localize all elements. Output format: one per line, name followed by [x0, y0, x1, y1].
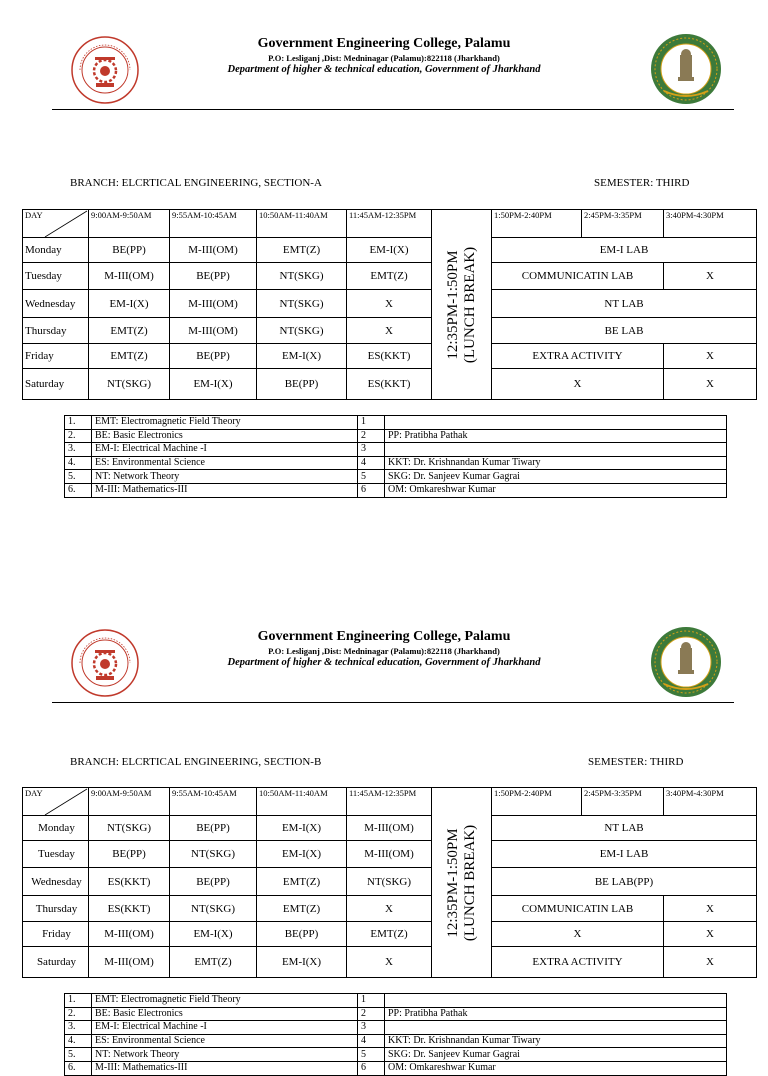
day-name: Friday: [23, 922, 89, 947]
legend-teacher: SKG: Dr. Sanjeev Kumar Gagrai: [385, 470, 727, 484]
legend-index: 3: [358, 443, 385, 457]
afternoon-cell: EM-I LAB: [492, 238, 757, 263]
period-cell: NT(SKG): [89, 369, 170, 400]
lunch-break-cell: [432, 788, 492, 978]
last-period-cell: X: [664, 344, 757, 369]
time-slot-header: 9:55AM-10:45AM: [170, 210, 257, 238]
time-header-row: [23, 788, 757, 816]
lunch-label: (LUNCH BREAK): [461, 246, 478, 363]
department-line: Department of higher & technical education, Government of Jharkhand: [227, 657, 541, 668]
period-cell: X: [347, 318, 432, 344]
period-cell: M-III(OM): [347, 816, 432, 841]
legend-teacher: [385, 994, 727, 1008]
time-slot-header: 9:00AM-9:50AM: [89, 210, 170, 238]
legend-subject: M-III: Mathematics-III: [92, 1061, 358, 1075]
branch-label: BRANCH: ELCRTICAL ENGINEERING, SECTION-B: [70, 756, 322, 768]
legend-index: 1: [358, 994, 385, 1008]
afternoon-cell: EXTRA ACTIVITY: [492, 344, 664, 369]
legend-number: 2.: [65, 1007, 92, 1021]
period-cell: EM-I(X): [257, 816, 347, 841]
period-cell: NT(SKG): [89, 816, 170, 841]
time-slot-header: 11:45AM-12:35PM: [347, 210, 432, 238]
legend-subject: M-III: Mathematics-III: [92, 483, 358, 497]
day-header-label: DAY: [25, 788, 43, 798]
legend-subject: EM-I: Electrical Machine -I: [92, 1021, 358, 1035]
legend-number: 2.: [65, 429, 92, 443]
legend-subject: NT: Network Theory: [92, 470, 358, 484]
college-name: Government Engineering College, Palamu: [257, 629, 511, 644]
period-cell: EM-I(X): [170, 369, 257, 400]
legend-number: 5.: [65, 1048, 92, 1062]
timetable-section-b: [22, 787, 757, 978]
period-cell: NT(SKG): [257, 263, 347, 290]
time-slot-header: 10:50AM-11:40AM: [257, 210, 347, 238]
legend-row: [65, 1061, 727, 1075]
time-slot-header: 9:55AM-10:45AM: [170, 788, 257, 816]
period-cell: EM-I(X): [170, 922, 257, 947]
period-cell: EM-I(X): [347, 238, 432, 263]
legend-number: 1.: [65, 994, 92, 1008]
time-slot-header: 1:50PM-2:40PM: [492, 788, 582, 816]
legend-number: 1.: [65, 416, 92, 430]
afternoon-cell: BE LAB: [492, 318, 757, 344]
legend-index: 2: [358, 1007, 385, 1021]
legend-teacher: KKT: Dr. Krishnandan Kumar Tiwary: [385, 1034, 727, 1048]
period-cell: EMT(Z): [89, 344, 170, 369]
day-name: Monday: [23, 238, 89, 263]
legend-subject: EM-I: Electrical Machine -I: [92, 443, 358, 457]
period-cell: EM-I(X): [257, 947, 347, 978]
afternoon-cell: X: [492, 369, 664, 400]
day-name: Thursday: [23, 896, 89, 922]
legend-index: 3: [358, 1021, 385, 1035]
last-period-cell: X: [664, 896, 757, 922]
period-cell: EM-I(X): [89, 290, 170, 318]
afternoon-cell: EM-I LAB: [492, 841, 757, 868]
legend-subject: EMT: Electromagnetic Field Theory: [92, 416, 358, 430]
lunch-time: 12:35PM-1:50PM: [444, 249, 461, 360]
legend-number: 3.: [65, 1021, 92, 1035]
legend-subject: ES: Environmental Science: [92, 1034, 358, 1048]
day-row: [23, 896, 757, 922]
legend-teacher: OM: Omkareshwar Kumar: [385, 1061, 727, 1075]
afternoon-cell: BE LAB(PP): [492, 868, 757, 896]
period-cell: ES(KKT): [347, 369, 432, 400]
period-cell: BE(PP): [170, 868, 257, 896]
legend-teacher: OM: Omkareshwar Kumar: [385, 483, 727, 497]
day-name: Saturday: [23, 947, 89, 978]
department-line: Department of higher & technical education, Government of Jharkhand: [227, 64, 541, 75]
period-cell: NT(SKG): [257, 290, 347, 318]
last-period-cell: X: [664, 369, 757, 400]
legend-number: 5.: [65, 470, 92, 484]
college-address: P.O: Lesliganj ,Dist: Medninagar (Palamu):822118 (Jharkhand): [268, 646, 500, 656]
legend-index: 5: [358, 1048, 385, 1062]
period-cell: EMT(Z): [89, 318, 170, 344]
legend-number: 3.: [65, 443, 92, 457]
day-row: [23, 816, 757, 841]
day-row: [23, 922, 757, 947]
legend-index: 5: [358, 470, 385, 484]
legend-index: 4: [358, 456, 385, 470]
day-row: [23, 947, 757, 978]
period-cell: BE(PP): [170, 263, 257, 290]
period-cell: EM-I(X): [257, 344, 347, 369]
period-cell: EMT(Z): [347, 922, 432, 947]
time-slot-header: 9:00AM-9:50AM: [89, 788, 170, 816]
legend-teacher: KKT: Dr. Krishnandan Kumar Tiwary: [385, 456, 727, 470]
day-name: Wednesday: [23, 290, 89, 318]
period-cell: EMT(Z): [347, 263, 432, 290]
period-cell: BE(PP): [257, 369, 347, 400]
college-address: P.O: Lesliganj ,Dist: Medninagar (Palamu):822118 (Jharkhand): [268, 53, 500, 63]
period-cell: EMT(Z): [257, 868, 347, 896]
period-cell: EMT(Z): [170, 947, 257, 978]
legend-number: 6.: [65, 483, 92, 497]
last-period-cell: X: [664, 922, 757, 947]
period-cell: M-III(OM): [89, 947, 170, 978]
afternoon-cell: COMMUNICATIN LAB: [492, 896, 664, 922]
legend-number: 4.: [65, 1034, 92, 1048]
period-cell: EMT(Z): [257, 896, 347, 922]
afternoon-cell: NT LAB: [492, 290, 757, 318]
period-cell: BE(PP): [89, 841, 170, 868]
last-period-cell: X: [664, 263, 757, 290]
time-slot-header: 1:50PM-2:40PM: [492, 210, 582, 238]
legend-index: 6: [358, 483, 385, 497]
time-slot-header: 2:45PM-3:35PM: [582, 210, 664, 238]
period-cell: BE(PP): [170, 344, 257, 369]
lunch-break-label: [445, 824, 479, 940]
period-cell: M-III(OM): [170, 318, 257, 344]
day-header-label: DAY: [25, 210, 43, 220]
legend-row: [65, 1034, 727, 1048]
afternoon-cell: NT LAB: [492, 816, 757, 841]
day-name: Tuesday: [23, 263, 89, 290]
afternoon-cell: X: [492, 922, 664, 947]
legend-subject: BE: Basic Electronics: [92, 429, 358, 443]
legend-row: [65, 1021, 727, 1035]
period-cell: NT(SKG): [257, 318, 347, 344]
legend-index: 2: [358, 429, 385, 443]
period-cell: NT(SKG): [347, 868, 432, 896]
period-cell: EMT(Z): [257, 238, 347, 263]
legend-row: [65, 1007, 727, 1021]
time-slot-header: 2:45PM-3:35PM: [582, 788, 664, 816]
time-slot-header: 11:45AM-12:35PM: [347, 788, 432, 816]
branch-label: BRANCH: ELCRTICAL ENGINEERING, SECTION-A: [70, 177, 322, 189]
legend-row: [65, 994, 727, 1008]
period-cell: ES(KKT): [347, 344, 432, 369]
college-name: Government Engineering College, Palamu: [257, 36, 511, 51]
legend-index: 6: [358, 1061, 385, 1075]
period-cell: X: [347, 947, 432, 978]
legend-teacher: SKG: Dr. Sanjeev Kumar Gagrai: [385, 1048, 727, 1062]
legend-subject: ES: Environmental Science: [92, 456, 358, 470]
last-period-cell: X: [664, 947, 757, 978]
day-row: [23, 841, 757, 868]
day-name: Wednesday: [23, 868, 89, 896]
period-cell: BE(PP): [257, 922, 347, 947]
period-cell: ES(KKT): [89, 896, 170, 922]
day-row: [23, 868, 757, 896]
period-cell: M-III(OM): [89, 922, 170, 947]
period-cell: M-III(OM): [89, 263, 170, 290]
header-divider: [52, 702, 734, 703]
period-cell: BE(PP): [89, 238, 170, 263]
period-cell: X: [347, 290, 432, 318]
day-name: Monday: [23, 816, 89, 841]
legend-section-b: [64, 993, 727, 1076]
lunch-time: 12:35PM-1:50PM: [444, 827, 461, 938]
legend-teacher: PP: Pratibha Pathak: [385, 1007, 727, 1021]
legend-row: [65, 1048, 727, 1062]
legend-index: 1: [358, 416, 385, 430]
time-slot-header: 3:40PM-4:30PM: [664, 788, 757, 816]
period-cell: ES(KKT): [89, 868, 170, 896]
period-cell: NT(SKG): [170, 841, 257, 868]
time-slot-header: 3:40PM-4:30PM: [664, 210, 757, 238]
period-cell: M-III(OM): [170, 290, 257, 318]
legend-subject: EMT: Electromagnetic Field Theory: [92, 994, 358, 1008]
day-name: Tuesday: [23, 841, 89, 868]
day-header-cell: [23, 788, 89, 816]
legend-subject: NT: Network Theory: [92, 1048, 358, 1062]
period-cell: M-III(OM): [347, 841, 432, 868]
legend-teacher: PP: Pratibha Pathak: [385, 429, 727, 443]
afternoon-cell: COMMUNICATIN LAB: [492, 263, 664, 290]
legend-teacher: [385, 1021, 727, 1035]
legend-index: 4: [358, 1034, 385, 1048]
day-name: Friday: [23, 344, 89, 369]
afternoon-cell: EXTRA ACTIVITY: [492, 947, 664, 978]
time-slot-header: 10:50AM-11:40AM: [257, 788, 347, 816]
period-cell: BE(PP): [170, 816, 257, 841]
legend-number: 4.: [65, 456, 92, 470]
legend-subject: BE: Basic Electronics: [92, 1007, 358, 1021]
day-name: Thursday: [23, 318, 89, 344]
period-cell: EM-I(X): [257, 841, 347, 868]
day-name: Saturday: [23, 369, 89, 400]
semester-label: SEMESTER: THIRD: [588, 756, 684, 768]
semester-label: SEMESTER: THIRD: [594, 177, 690, 189]
lunch-label: (LUNCH BREAK): [461, 824, 478, 941]
period-cell: NT(SKG): [170, 896, 257, 922]
period-cell: M-III(OM): [170, 238, 257, 263]
legend-number: 6.: [65, 1061, 92, 1075]
period-cell: X: [347, 896, 432, 922]
